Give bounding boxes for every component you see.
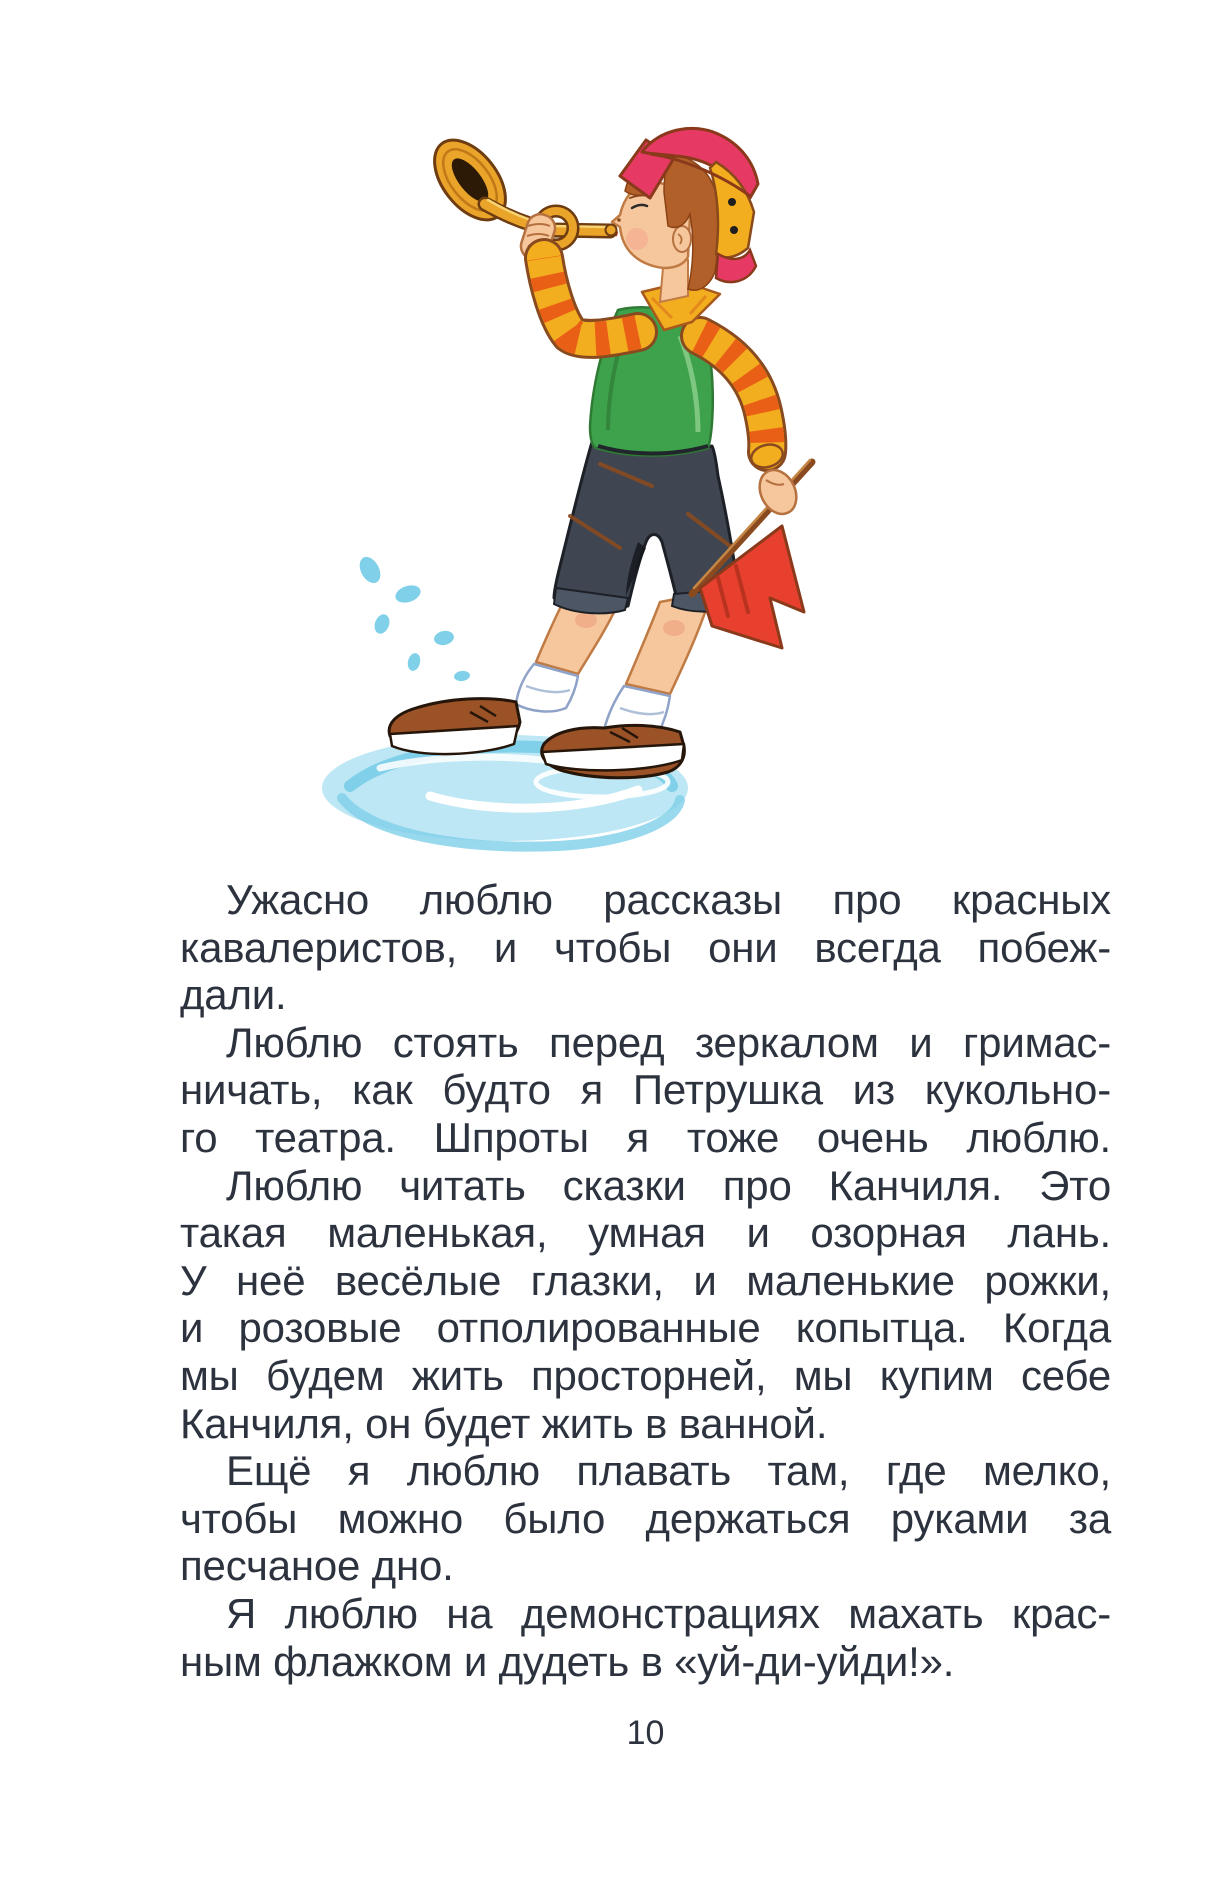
text-line: Я люблю на демонстрациях махать крас- bbox=[226, 1589, 1111, 1637]
text-line: кавалеристов, и чтобы они всегда побеж- bbox=[180, 923, 1111, 971]
text-line: ничать, как будто я Петрушка из кукольно- bbox=[180, 1066, 1111, 1114]
water-splash bbox=[355, 553, 470, 682]
text-line: го театра. Шпроты я тоже очень люблю. bbox=[180, 1113, 1111, 1161]
page-number: 10 bbox=[626, 1714, 665, 1752]
text-line: Ужасно люблю рассказы про красных bbox=[226, 876, 1111, 923]
text-line: У неё весёлые глазки, и маленькие рожки, bbox=[180, 1256, 1111, 1304]
mouthpiece bbox=[606, 225, 617, 236]
horn bbox=[420, 127, 616, 245]
text-line: дали. bbox=[180, 971, 287, 1019]
right-hand bbox=[753, 464, 804, 520]
text-line: ным флажком и дудеть в «уй-ди-уйди!». bbox=[180, 1637, 955, 1685]
text-line: Люблю стоять перед зеркалом и гримас- bbox=[226, 1018, 1111, 1066]
cheek-blush bbox=[626, 228, 648, 250]
text-line: Ещё я люблю плавать там, где мелко, bbox=[226, 1447, 1111, 1495]
text-line: Канчиля, он будет жить в ванной. bbox=[180, 1399, 828, 1447]
text-line: Люблю читать сказки про Канчиля. Это bbox=[226, 1161, 1111, 1209]
text-line: песчаное дно. bbox=[180, 1542, 454, 1590]
illustration-boy-with-horn bbox=[320, 96, 820, 856]
text-line: мы будем жить просторней, мы купим себе bbox=[180, 1351, 1111, 1399]
story-text bbox=[180, 876, 1111, 1685]
text-line: чтобы можно было держаться руками за bbox=[180, 1494, 1111, 1542]
text-line: такая маленькая, умная и озорная лань. bbox=[180, 1209, 1111, 1257]
text-line: и розовые отполированные копытца. Когда bbox=[180, 1304, 1111, 1352]
